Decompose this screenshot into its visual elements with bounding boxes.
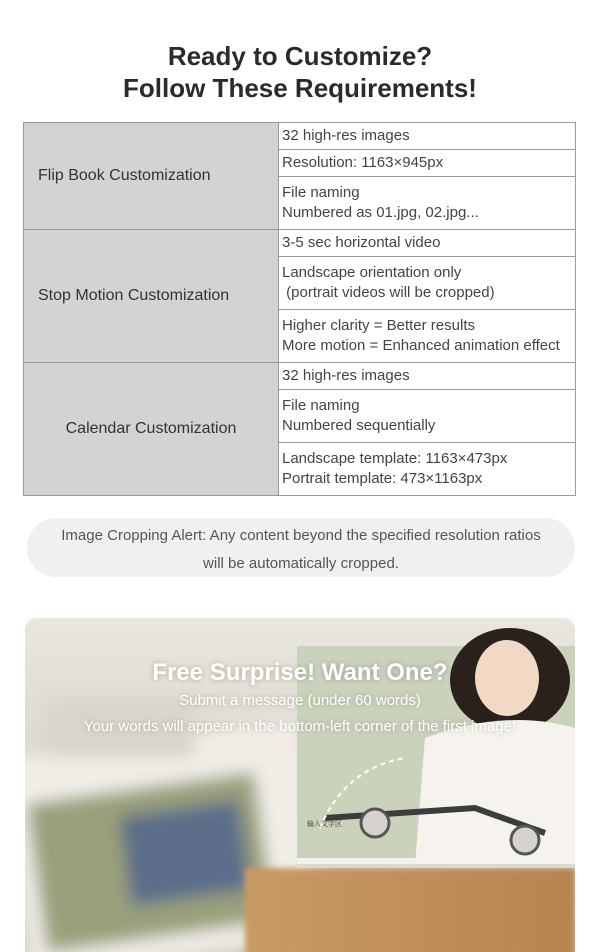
category-calendar: Calendar Customization <box>24 363 279 496</box>
alert-line-2: will be automatically cropped. <box>203 555 399 572</box>
cropping-alert <box>27 518 575 577</box>
promo-line-1: Submit a message (under 60 words) <box>179 692 421 709</box>
requirement-cell: Landscape template: 1163×473px Portrait template: 473×1163px <box>279 443 576 496</box>
requirement-cell: File naming Numbered sequentially <box>279 390 576 443</box>
title-line-1: Ready to Customize? <box>167 41 433 71</box>
promo-title: Free Surprise! Want One? <box>152 659 448 686</box>
requirement-cell: Higher clarity = Better results More motion = Enhanced animation effect <box>279 310 576 363</box>
requirement-cell: 32 high-res images <box>279 363 576 390</box>
category-stop-motion: Stop Motion Customization <box>24 230 279 363</box>
page-title <box>0 40 600 104</box>
requirement-cell: File naming Numbered as 01.jpg, 02.jpg... <box>279 177 576 230</box>
photo-caption: 输入文字区 <box>307 820 342 828</box>
title-line-2: Follow These Requirements! <box>123 73 477 103</box>
promo-banner <box>25 618 575 952</box>
requirement-cell: Resolution: 1163×945px <box>279 150 576 177</box>
promo-line-2: Your words will appear in the bottom-left corner of the first image! <box>83 718 517 735</box>
alert-line-1: Image Cropping Alert: Any content beyond the specified resolution ratios <box>61 527 541 544</box>
promo-text <box>25 658 575 740</box>
requirement-cell: 3-5 sec horizontal video <box>279 230 576 257</box>
category-flip-book: Flip Book Customization <box>24 123 279 230</box>
requirement-cell: Landscape orientation only (portrait videos will be cropped) <box>279 257 576 310</box>
requirement-cell: 32 high-res images <box>279 123 576 150</box>
requirements-table <box>23 122 576 496</box>
